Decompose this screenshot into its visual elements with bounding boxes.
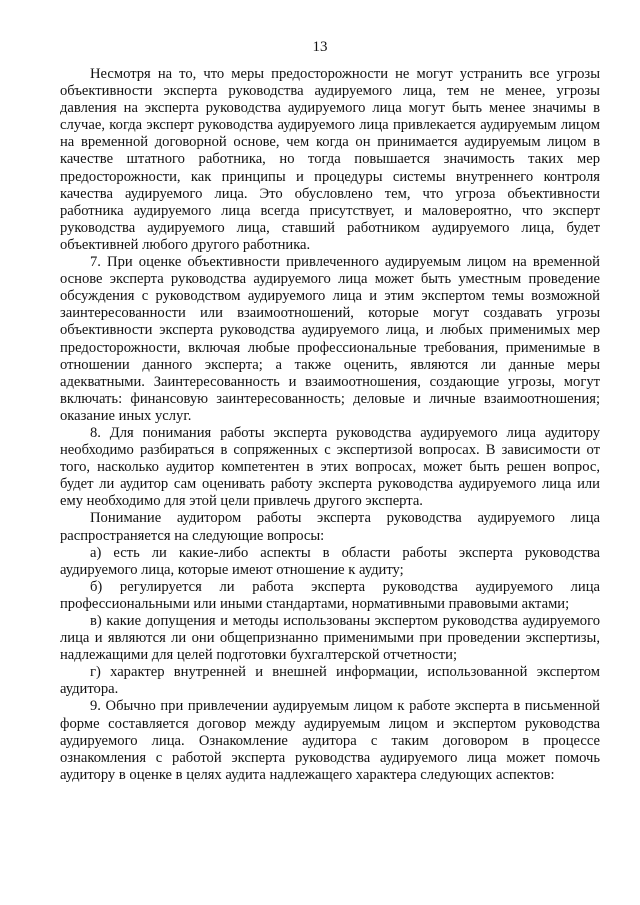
- paragraph-8: 8. Для понимания работы эксперта руководства аудируемого лица аудитору необходимо разбираться в сопряженных с экспертизой вопросах. В зависимости от того, насколько аудитор компетентен в этих вопросах, может быть решен вопрос, будет ли аудитор сам оценивать работу эксперта руководства аудируемого лица или ему необходимо для этой цели привлечь другого эксперта.: [60, 424, 600, 510]
- paragraph-understanding-intro: Понимание аудитором работы эксперта руководства аудируемого лица распространяется на следующие вопросы:: [60, 510, 600, 544]
- list-item-v: в) какие допущения и методы использованы экспертом руководства аудируемого лица и являются ли они общепризнанно применимыми при проведении экспертизы, надлежащими для целей подготовки бухгалтерской отчетности;: [60, 613, 600, 664]
- paragraph-objectivity-threats: Несмотря на то, что меры предосторожности не могут устранить все угрозы объективности эксперта руководства аудируемого лица, тем не менее, угрозы давления на эксперта руководства аудируемого лица могут быть менее значимы в случае, когда эксперт руководства аудируемого лица привлекается аудируемым лицом на временной договорной основе, чем когда он принимается аудируемым лицом в качестве штатного работника, но тогда повышается значимость таких мер предосторожности, как принципы и процедуры системы внутреннего контроля качества аудируемого лица. Это обусловлено тем, что угроза объективности работника аудируемого лица всегда присутствует, и маловероятно, что эксперт руководства аудируемого лица, ставший работником аудируемого лица, будет объективней любого другого работника.: [60, 66, 600, 253]
- list-item-b: б) регулируется ли работа эксперта руководства аудируемого лица профессиональными или иными стандартами, нормативными правовыми актами;: [60, 578, 600, 612]
- paragraph-9: 9. Обычно при привлечении аудируемым лицом к работе эксперта в письменной форме составляется договор между аудируемым лицом и экспертом руководства аудируемого лица. Ознакомление аудитора с таким договором в процессе ознакомления с работой эксперта руководства аудируемого лица может помочь аудитору в оценке в целях аудита надлежащего характера следующих аспектов:: [60, 698, 600, 783]
- list-item-a: а) есть ли какие-либо аспекты в области работы эксперта руководства аудируемого лица, которые имеют отношение к аудиту;: [60, 544, 600, 578]
- list-item-g: г) характер внутренней и внешней информации, использованной экспертом аудитора.: [60, 664, 600, 698]
- page-number: 13: [312, 39, 328, 55]
- paragraph-7: 7. При оценке объективности привлеченного аудируемым лицом на временной основе эксперта руководства аудируемого лица может быть уместным проведение обсуждения с руководством аудируемого лица и этим экспертом темы возможной заинтересованности или взаимоотношений, которые могут создавать угрозы объективности эксперта руководства аудируемого лица, и любых применимых мер предосторожности, включая любые профессиональные требования, применимые в отношении данного эксперта; а также оценить, являются ли данные меры адекватными. Заинтересованность и взаимоотношения, создающие угрозы, могут включать: финансовую заинтересованность; деловые и личные взаимоотношения; оказание иных услуг.: [60, 254, 600, 424]
- document-body: [60, 66, 600, 784]
